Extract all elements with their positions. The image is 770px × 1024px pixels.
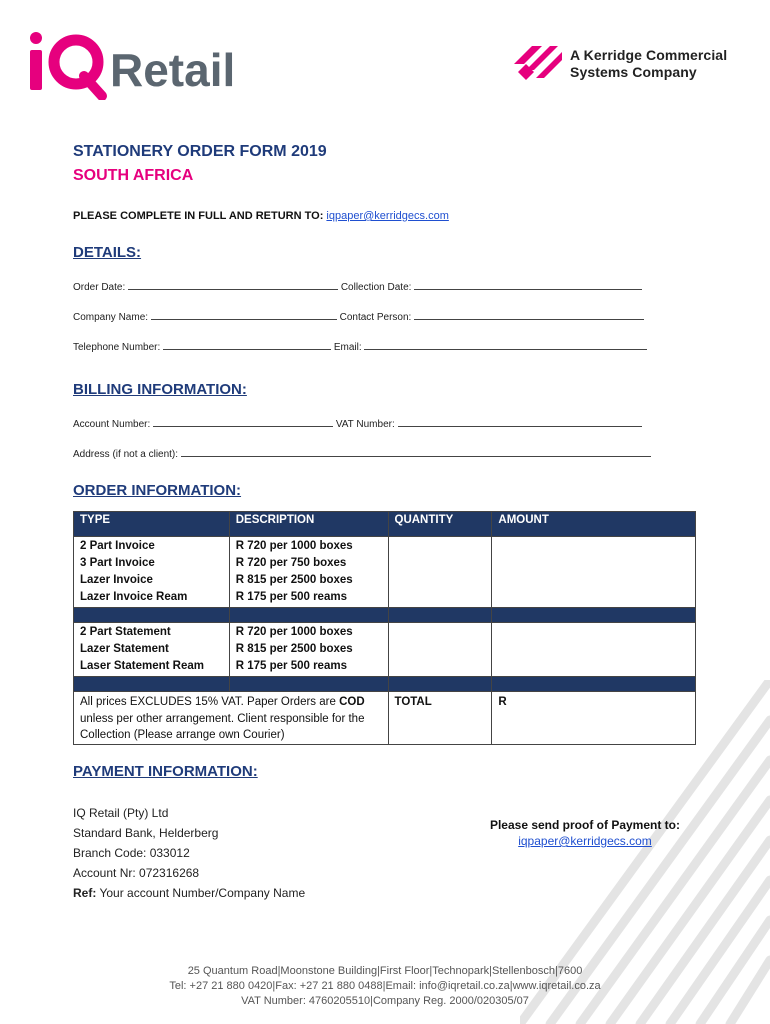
table-separator bbox=[74, 608, 696, 623]
bank-details bbox=[73, 803, 305, 903]
company-row bbox=[73, 309, 644, 323]
tagline-line2: Systems Company bbox=[570, 64, 697, 80]
collection-date-field[interactable] bbox=[414, 279, 642, 290]
proof-email-link[interactable]: iqpaper@kerridgecs.com bbox=[518, 834, 652, 848]
address-row bbox=[73, 446, 651, 460]
footer-address: 25 Quantum Road|Moonstone Building|First Floor|Technopark|Stellenbosch|7600 bbox=[187, 965, 583, 977]
table-row-invoices bbox=[74, 537, 696, 608]
col-type: TYPE bbox=[74, 512, 230, 537]
list-item: Lazer Invoice Ream bbox=[80, 591, 188, 603]
list-item: R 815 per 2500 boxes bbox=[235, 574, 353, 586]
list-item: R 175 per 500 reams bbox=[235, 591, 347, 603]
invoice-amount-cell[interactable] bbox=[492, 537, 696, 608]
price-note bbox=[74, 692, 389, 745]
bank-line-account: Account Nr: 072316268 bbox=[73, 866, 200, 880]
list-item: 2 Part Invoice bbox=[80, 540, 155, 552]
invoice-types bbox=[74, 537, 230, 608]
statement-quantity-cell[interactable] bbox=[388, 623, 492, 677]
payment-heading: PAYMENT INFORMATION: bbox=[73, 763, 258, 780]
address-field[interactable] bbox=[181, 446, 651, 457]
iq-retail-logo bbox=[28, 28, 268, 100]
ref-text: Your account Number/Company Name bbox=[96, 886, 306, 900]
footer-registration: VAT Number: 4760205510|Company Reg. 2000/020305/07 bbox=[241, 995, 529, 1007]
proof-of-payment bbox=[460, 817, 710, 849]
collection-date-label: Collection Date: bbox=[340, 282, 412, 293]
telephone-row bbox=[73, 339, 647, 353]
bank-line-branch: Branch Code: 033012 bbox=[73, 846, 190, 860]
return-instruction bbox=[73, 210, 449, 222]
account-number-field[interactable] bbox=[153, 416, 333, 427]
list-item: R 175 per 500 reams bbox=[235, 660, 347, 672]
list-item: R 720 per 1000 boxes bbox=[235, 540, 353, 552]
instruction-text: PLEASE COMPLETE IN FULL AND RETURN TO: bbox=[73, 210, 324, 222]
list-item: Laser Statement Ream bbox=[80, 660, 204, 672]
invoice-quantity-cell[interactable] bbox=[388, 537, 492, 608]
company-name-label: Company Name: bbox=[73, 312, 149, 323]
price-note-post: unless per other arrangement. Client responsible for the Collection (Please arrange own Courier) bbox=[80, 712, 365, 741]
order-table bbox=[73, 511, 696, 745]
bank-line-bank: Standard Bank, Helderberg bbox=[73, 826, 219, 840]
form-title: STATIONERY ORDER FORM 2019 bbox=[73, 143, 327, 160]
list-item: 3 Part Invoice bbox=[80, 557, 155, 569]
list-item: 2 Part Statement bbox=[80, 626, 171, 638]
bank-line-company: IQ Retail (Pty) Ltd bbox=[73, 806, 169, 820]
svg-text:Retail: Retail bbox=[110, 44, 236, 96]
billing-heading: BILLING INFORMATION: bbox=[73, 381, 247, 398]
order-date-label: Order Date: bbox=[73, 282, 126, 293]
statement-types bbox=[74, 623, 230, 677]
email-label: Email: bbox=[333, 342, 362, 353]
kerridge-logo-icon bbox=[512, 42, 564, 86]
table-header-row bbox=[74, 512, 696, 537]
col-description: DESCRIPTION bbox=[229, 512, 388, 537]
table-row-statements bbox=[74, 623, 696, 677]
details-heading: DETAILS: bbox=[73, 244, 142, 261]
list-item: Lazer Invoice bbox=[80, 574, 153, 586]
footer bbox=[0, 964, 770, 1009]
company-name-field[interactable] bbox=[151, 309, 337, 320]
vat-number-label: VAT Number: bbox=[335, 419, 395, 430]
telephone-field[interactable] bbox=[163, 339, 331, 350]
contact-person-label: Contact Person: bbox=[339, 312, 412, 323]
price-note-pre: All prices EXCLUDES 15% VAT. Paper Orders are bbox=[80, 696, 340, 708]
account-row bbox=[73, 416, 642, 430]
table-separator bbox=[74, 677, 696, 692]
invoice-descriptions bbox=[229, 537, 388, 608]
return-email-link[interactable]: iqpaper@kerridgecs.com bbox=[326, 210, 449, 222]
list-item: R 815 per 2500 boxes bbox=[235, 643, 353, 655]
proof-label: Please send proof of Payment to: bbox=[489, 818, 681, 832]
order-date-field[interactable] bbox=[128, 279, 338, 290]
tagline-line1: A Kerridge Commercial bbox=[570, 47, 728, 63]
contact-person-field[interactable] bbox=[414, 309, 644, 320]
form-subtitle: SOUTH AFRICA bbox=[73, 167, 194, 184]
statement-amount-cell[interactable] bbox=[492, 623, 696, 677]
list-item: R 720 per 750 boxes bbox=[235, 557, 347, 569]
address-label: Address (if not a client): bbox=[73, 449, 179, 460]
statement-descriptions bbox=[229, 623, 388, 677]
footer-contact: Tel: +27 21 880 0420|Fax: +27 21 880 0488|Email: info@iqretail.co.za|www.iqretail.co.za bbox=[169, 980, 601, 992]
order-heading: ORDER INFORMATION: bbox=[73, 482, 242, 499]
list-item: Lazer Statement bbox=[80, 643, 169, 655]
col-quantity: QUANTITY bbox=[388, 512, 492, 537]
table-total-row bbox=[74, 692, 696, 745]
telephone-label: Telephone Number: bbox=[73, 342, 161, 353]
email-field[interactable] bbox=[364, 339, 647, 350]
list-item: R 720 per 1000 boxes bbox=[235, 626, 353, 638]
account-number-label: Account Number: bbox=[73, 419, 151, 430]
total-label: TOTAL bbox=[388, 692, 492, 745]
ref-label: Ref: bbox=[73, 886, 97, 900]
bank-line-ref bbox=[73, 883, 305, 903]
order-date-row bbox=[73, 279, 642, 293]
total-value[interactable]: R bbox=[492, 692, 696, 745]
vat-number-field[interactable] bbox=[398, 416, 642, 427]
kerridge-tagline bbox=[570, 47, 727, 81]
col-amount: AMOUNT bbox=[492, 512, 696, 537]
price-note-cod: COD bbox=[339, 696, 365, 708]
